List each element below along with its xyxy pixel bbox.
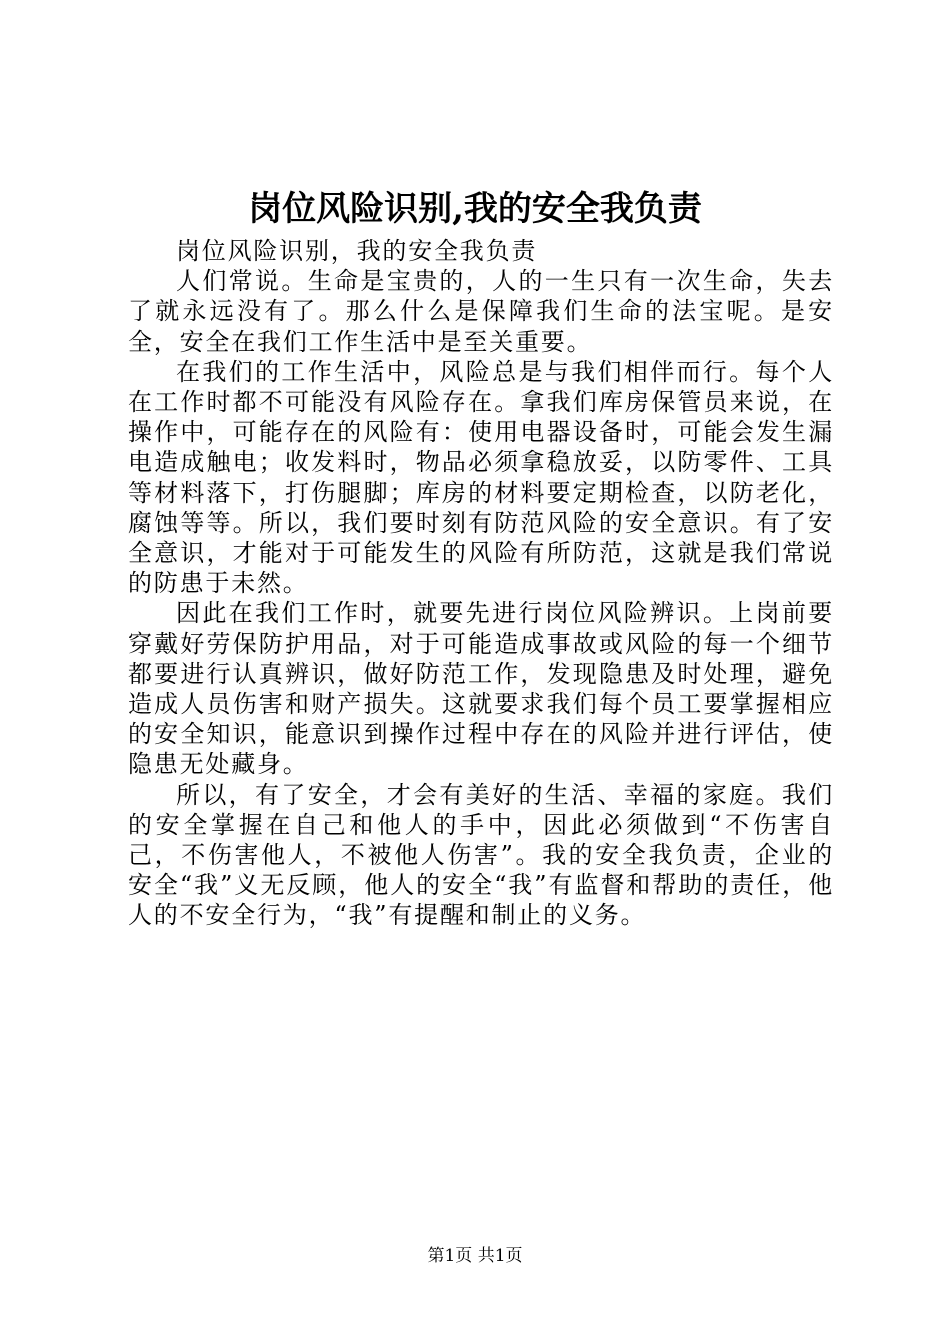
paragraph-identification: 因此在我们工作时，就要先进行岗位风险辨识。上岗前要穿戴好劳保防护用品，对于可能造成事故或风险的每一个细节都要进行认真辨识，做好防范工作，发现隐患及时处理，避免造成人员伤害和财产损失。这就要求我们每个员工要掌握相应的安全知识，能意识到操作过程中存在的风险并进行评估，使隐患无处藏身。 — [128, 599, 834, 779]
page-number-footer: 第1页 共1页 — [427, 1246, 523, 1266]
paragraph-risks: 在我们的工作生活中，风险总是与我们相伴而行。每个人在工作时都不可能没有风险存在。拿我们库房保管员来说，在操作中，可能存在的风险有：使用电器设备时，可能会发生漏电造成触电；收发料时，物品必须拿稳放妥，以防零件、工具等材料落下，打伤腿脚；库房的材料要定期检查，以防老化，腐蚀等等。所以，我们要时刻有防范风险的安全意识。有了安全意识，才能对于可能发生的风险有所防范，这就是我们常说的防患于未然。 — [128, 357, 834, 598]
paragraph-subtitle: 岗位风险识别，我的安全我负责 — [176, 237, 538, 265]
paragraph-conclusion: 所以，有了安全，才会有美好的生活、幸福的家庭。我们的安全掌握在自己和他人的手中，因此必须做到“不伤害自己，不伤害他人，不被他人伤害”。我的安全我负责，企业的安全“我”义无反顾，他人的安全“我”有监督和帮助的责任，他人的不安全行为，“我”有提醒和制止的义务。 — [128, 780, 834, 930]
document-title: 岗位风险识别,我的安全我负责 — [248, 189, 702, 229]
paragraph-intro: 人们常说。生命是宝贵的，人的一生只有一次生命，失去了就永远没有了。那么什么是保障我们生命的法宝呢。是安全，安全在我们工作生活中是至关重要。 — [128, 267, 834, 356]
document-body — [128, 236, 834, 931]
